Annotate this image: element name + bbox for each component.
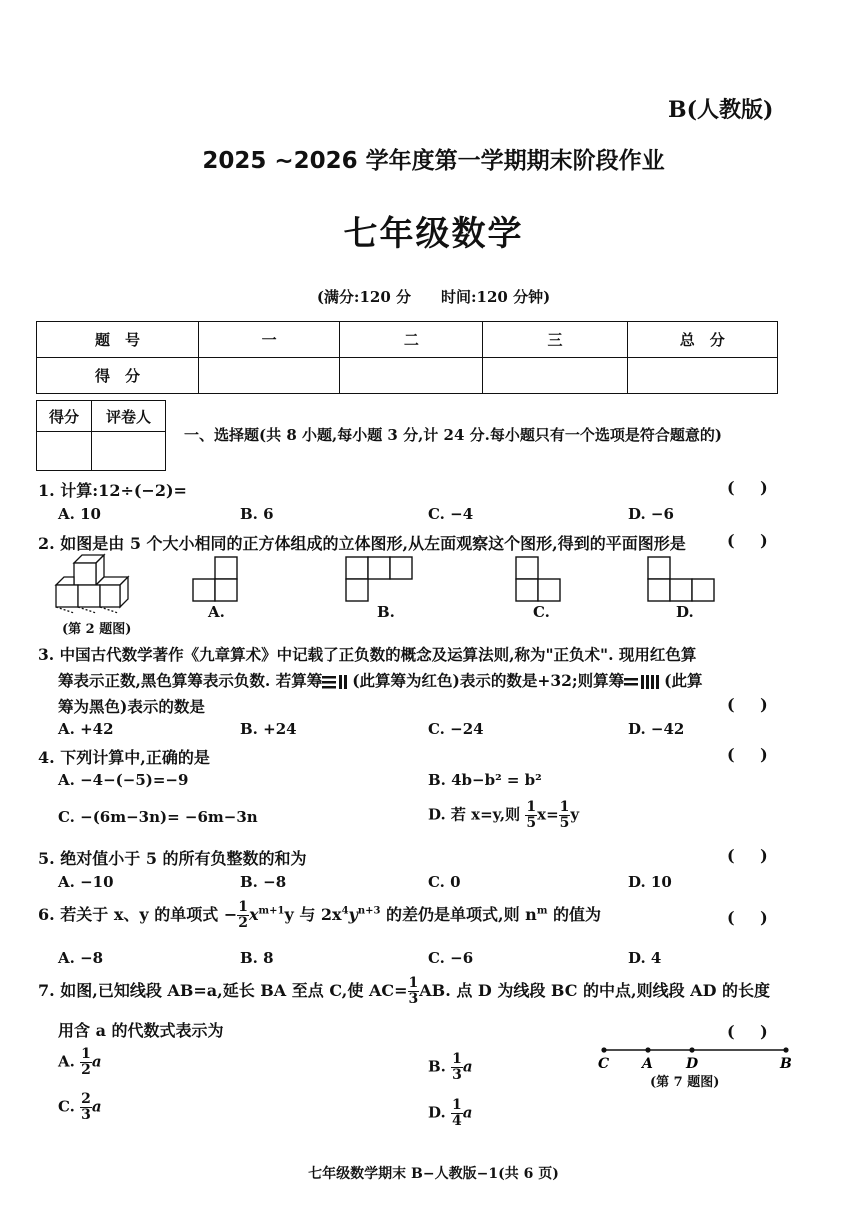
q4-option-b: B. 4b−b² = b² xyxy=(428,771,542,789)
q7-option-d xyxy=(428,1098,472,1129)
fraction-denominator: 5 xyxy=(526,815,537,831)
q2-figure-caption: (第 2 题图) xyxy=(62,622,132,637)
exam-info: (满分:120 分 时间:120 分钟) xyxy=(316,288,551,306)
q6-option-b: B. 8 xyxy=(240,949,274,967)
option-label: A. xyxy=(58,1052,75,1071)
variable-a: a xyxy=(462,1057,473,1076)
q3-option-b: B. +24 xyxy=(240,720,297,738)
point-label-a: A xyxy=(642,1056,653,1072)
grader-name-cell xyxy=(92,432,166,471)
score-row-label: 得 分 xyxy=(37,358,199,394)
score-table-header-row xyxy=(37,322,778,358)
q2-option-c: C. xyxy=(533,603,550,621)
q4-d-end: y xyxy=(570,805,580,824)
subject-title: 七年级数学 xyxy=(343,214,524,254)
section-title: 一、选择题(共 8 小题,每小题 3 分,计 24 分.每小题只有一个选项是符合题意的) xyxy=(184,426,722,444)
variable-a: a xyxy=(91,1097,102,1116)
q2-cube-figure xyxy=(52,553,142,617)
question-7-line-2: 用含 a 的代数式表示为 xyxy=(58,1021,224,1040)
answer-blank: ( ) xyxy=(727,745,768,764)
variable-a: a xyxy=(462,1103,473,1122)
fraction xyxy=(525,800,537,831)
answer-blank: ( ) xyxy=(727,695,768,714)
q1-option-a: A. 10 xyxy=(58,505,101,523)
fraction-numerator: 1 xyxy=(408,975,419,991)
answer-blank: ( ) xyxy=(727,478,768,497)
q5-option-d: D. 10 xyxy=(628,873,672,891)
fraction-denominator: 2 xyxy=(81,1062,91,1078)
exam-title: 2025 ~2026 学年度第一学期期末阶段作业 xyxy=(202,148,665,174)
option-label: C. xyxy=(58,1097,75,1116)
q3-line2-part3: (此算 xyxy=(664,671,703,690)
grader-score-cell xyxy=(37,432,92,471)
point-label-c: C xyxy=(598,1056,610,1072)
fraction-numerator: 1 xyxy=(81,1046,91,1062)
q4-d-prefix: D. 若 x=y,则 xyxy=(428,805,521,824)
score-header-cell: 总 分 xyxy=(627,322,777,358)
score-table-score-row xyxy=(37,358,778,394)
q5-option-a: A. −10 xyxy=(58,873,114,891)
point-label-b: B xyxy=(780,1056,792,1072)
q6-option-a: A. −8 xyxy=(58,949,104,967)
score-header-cell: 题 号 xyxy=(37,322,199,358)
q7-line1-prefix: 7. 如图,已知线段 AB=a,延长 BA 至点 C,使 AC= xyxy=(38,981,408,1000)
score-cell xyxy=(340,358,483,394)
q6-variable: y xyxy=(348,905,358,924)
q7-line1-suffix: AB. 点 D 为线段 BC 的中点,则线段 AD 的长度 xyxy=(419,981,771,1000)
fraction-denominator: 3 xyxy=(452,1067,462,1083)
q6-variable: x xyxy=(248,905,259,924)
option-label: B. xyxy=(428,1057,446,1076)
q7-option-b xyxy=(428,1052,473,1083)
q6-option-c: C. −6 xyxy=(428,949,474,967)
q2-option-d-figure xyxy=(648,556,714,602)
score-cell xyxy=(627,358,777,394)
fraction-numerator: 1 xyxy=(452,1051,462,1067)
fraction xyxy=(408,976,420,1007)
point-label-d: D xyxy=(686,1056,699,1072)
fraction-denominator: 3 xyxy=(81,1107,91,1123)
score-cell xyxy=(483,358,627,394)
q6-stem-mid: 的差仍是单项式,则 n xyxy=(380,905,537,924)
page-footer: 七年级数学期末 B−人教版−1(共 6 页) xyxy=(308,1166,559,1182)
fraction-numerator: 2 xyxy=(81,1091,91,1107)
grader-score-label: 得分 xyxy=(37,401,92,432)
fraction-numerator: 1 xyxy=(451,1097,462,1113)
question-5-stem: 5. 绝对值小于 5 的所有负整数的和为 xyxy=(38,849,307,868)
q2-option-b: B. xyxy=(377,603,395,621)
q2-option-d: D. xyxy=(676,603,694,621)
fraction xyxy=(80,1092,92,1123)
q6-exponent: m xyxy=(536,905,548,917)
fraction xyxy=(80,1047,92,1078)
question-6-stem xyxy=(38,900,601,931)
q4-d-mid: x= xyxy=(537,805,559,824)
score-table xyxy=(36,321,778,394)
answer-blank: ( ) xyxy=(727,908,768,927)
q7-figure-caption: (第 7 题图) xyxy=(650,1075,720,1090)
fraction-numerator: 1 xyxy=(526,799,537,815)
fraction-numerator: 1 xyxy=(238,899,248,915)
question-3-line-3: 筹为黑色)表示的数是 xyxy=(58,697,205,716)
q6-exponent: 4 xyxy=(341,905,349,917)
answer-blank: ( ) xyxy=(727,531,768,550)
q2-option-c-figure xyxy=(516,556,562,602)
q4-option-c: C. −(6m−3n)= −6m−3n xyxy=(58,808,258,826)
answer-blank: ( ) xyxy=(727,1022,768,1041)
score-header-cell: 三 xyxy=(483,322,627,358)
q1-option-b: B. 6 xyxy=(240,505,274,523)
fraction-denominator: 5 xyxy=(559,815,570,831)
score-cell xyxy=(199,358,340,394)
q6-exponent: n+3 xyxy=(357,905,381,917)
question-1-stem: 1. 计算:12÷(−2)= xyxy=(38,481,187,500)
question-2-stem: 2. 如图是由 5 个大小相同的正方体组成的立体图形,从左面观察这个图形,得到的平面图形是 xyxy=(38,534,686,553)
edition-label: B(人教版) xyxy=(668,97,774,123)
q6-option-d: D. 4 xyxy=(628,949,662,967)
fraction-denominator: 3 xyxy=(408,991,419,1007)
option-label: D. xyxy=(428,1103,446,1122)
question-7-line-1 xyxy=(38,976,770,1007)
q3-option-c: C. −24 xyxy=(428,720,484,738)
q4-option-d xyxy=(428,800,579,831)
q6-mono-connector: y 与 2x xyxy=(284,905,342,924)
variable-a: a xyxy=(91,1052,102,1071)
q5-option-b: B. −8 xyxy=(240,873,287,891)
q2-option-a: A. xyxy=(208,603,225,621)
q7-option-c xyxy=(58,1092,102,1123)
q5-option-c: C. 0 xyxy=(428,873,461,891)
q3-option-d: D. −42 xyxy=(628,720,685,738)
q6-exponent: m+1 xyxy=(258,905,285,917)
q6-stem-prefix: 6. 若关于 x、y 的单项式 − xyxy=(38,905,238,924)
grader-name-label: 评卷人 xyxy=(92,401,166,432)
fraction-denominator: 2 xyxy=(238,915,248,931)
q3-line2-part1: 筹表示正数,黑色算筹表示负数. 若算筹 xyxy=(58,671,323,690)
grader-box xyxy=(36,400,166,471)
fraction-denominator: 4 xyxy=(451,1113,462,1129)
fraction xyxy=(237,900,249,931)
answer-blank: ( ) xyxy=(727,846,768,865)
score-header-cell: 二 xyxy=(340,322,483,358)
fraction xyxy=(451,1052,463,1083)
q3-line2-part2: (此算筹为红色)表示的数是+32;则算筹 xyxy=(352,671,625,690)
q7-option-a xyxy=(58,1047,102,1078)
q1-option-d: D. −6 xyxy=(628,505,674,523)
q2-option-b-figure xyxy=(346,556,412,602)
fraction xyxy=(559,800,571,831)
counting-rod-icon xyxy=(624,674,664,690)
score-header-cell: 一 xyxy=(199,322,340,358)
question-3-line-2 xyxy=(58,669,703,691)
q1-option-c: C. −4 xyxy=(428,505,474,523)
fraction-numerator: 1 xyxy=(559,799,570,815)
q3-option-a: A. +42 xyxy=(58,720,114,738)
fraction xyxy=(451,1098,463,1129)
question-4-stem: 4. 下列计算中,正确的是 xyxy=(38,748,210,767)
q6-stem-end: 的值为 xyxy=(547,905,601,924)
question-3-line-1: 3. 中国古代数学著作《九章算术》中记载了正负数的概念及运算法则,称为"正负术". 现用红色算 xyxy=(38,645,697,664)
q2-option-a-figure xyxy=(193,556,239,602)
q4-option-a: A. −4−(−5)=−9 xyxy=(58,771,189,789)
counting-rod-icon xyxy=(322,674,352,690)
q7-segment-figure xyxy=(596,1040,796,1074)
